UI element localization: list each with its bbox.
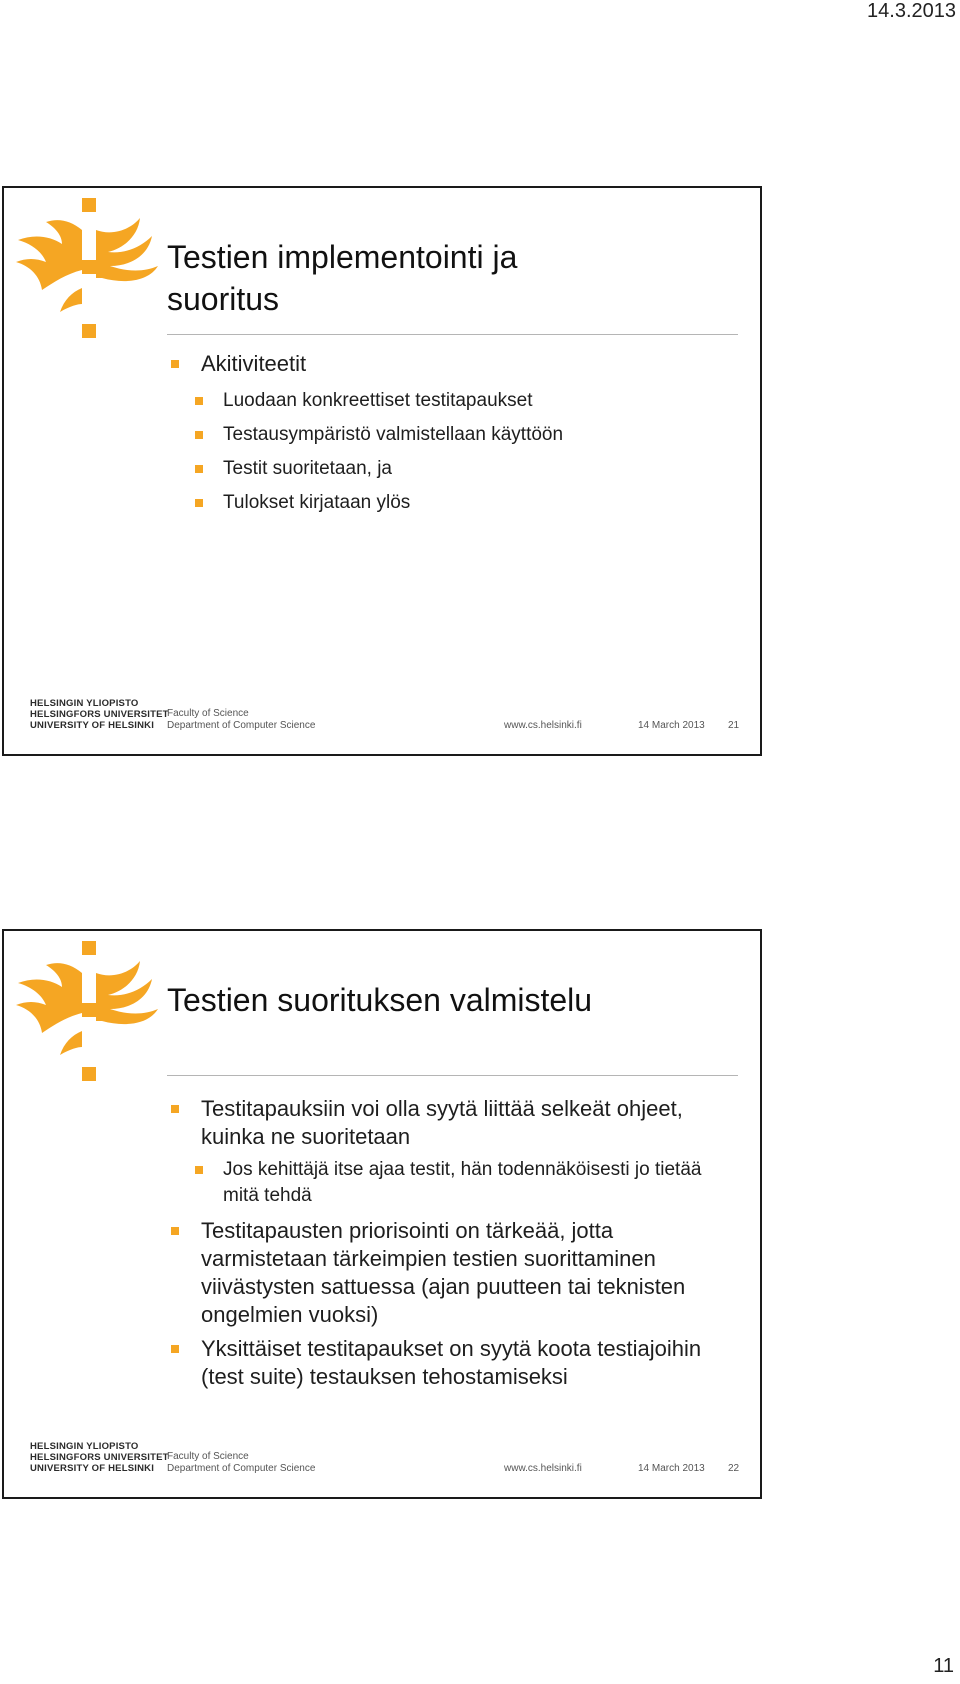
bullet-square-icon [195, 397, 203, 405]
bullet-square-icon [171, 1105, 179, 1113]
page-number: 11 [933, 1655, 954, 1677]
slide-number: 22 [728, 1463, 740, 1474]
slide-22 [2, 929, 762, 1499]
university-name-logo: HELSINGIN YLIOPISTO HELSINGFORS UNIVERSITET UNIVERSITY OF HELSINKI [30, 698, 169, 731]
slide-title [167, 236, 727, 320]
bullet-square-icon [195, 499, 203, 507]
slide-21 [2, 186, 762, 756]
bullet-square-icon [195, 431, 203, 439]
bullet-square-icon [195, 465, 203, 473]
website-link[interactable]: www.cs.helsinki.fi [504, 1463, 582, 1474]
bullet-item: Testitapauksiin voi olla syytä liittää selkeät ohjeet, kuinka ne suoritetaan [167, 1095, 736, 1151]
sub-bullet-item: Testit suoritetaan, ja [167, 456, 736, 482]
faculty-info: Faculty of Science Department of Computer Science [167, 708, 316, 731]
sub-bullet-item: Jos kehittäjä itse ajaa testit, hän todennäköisesti jo tietää mitä tehdä [167, 1157, 736, 1209]
sub-bullet-item: Luodaan konkreettiset testitapaukset [167, 388, 736, 414]
bullet-list [167, 350, 736, 524]
university-name-logo: HELSINGIN YLIOPISTO HELSINGFORS UNIVERSITET UNIVERSITY OF HELSINKI [30, 1441, 169, 1474]
bullet-item: Akitiviteetit [167, 350, 736, 378]
bullet-square-icon [195, 1166, 203, 1174]
university-flame-logo [12, 196, 162, 342]
bullet-list [167, 1095, 736, 1397]
footer-date: 14 March 2013 [638, 1463, 705, 1474]
bullet-item: Testitapausten priorisointi on tärkeää, jotta varmistetaan tärkeimpien testien suorittaminen viivästysten sattuessa (ajan puutteen tai teknisten ongelmien vuoksi) [167, 1217, 736, 1329]
bullet-item: Yksittäiset testitapaukset on syytä koota testiajoihin (test suite) testauksen tehostamiseksi [167, 1335, 736, 1391]
faculty-info: Faculty of Science Department of Computer Science [167, 1451, 316, 1474]
sub-bullet-item: Tulokset kirjataan ylös [167, 490, 736, 516]
slide-number: 21 [728, 720, 740, 731]
bullet-square-icon [171, 1227, 179, 1235]
slide-title-line1: Testien implementointi ja [167, 239, 518, 275]
website-link[interactable]: www.cs.helsinki.fi [504, 720, 582, 731]
page-date: 14.3.2013 [867, 0, 956, 22]
bullet-square-icon [171, 360, 179, 368]
slide-title: Testien suorituksen valmistelu [167, 982, 593, 1018]
footer-date: 14 March 2013 [638, 720, 705, 731]
title-divider [167, 334, 738, 335]
slide-footer [4, 694, 760, 754]
slide-footer [4, 1437, 760, 1497]
slide-title-line2: suoritus [167, 281, 280, 317]
sub-bullet-item: Testausympäristö valmistellaan käyttöön [167, 422, 736, 448]
title-divider [167, 1075, 738, 1076]
university-flame-logo [12, 939, 162, 1085]
bullet-square-icon [171, 1345, 179, 1353]
